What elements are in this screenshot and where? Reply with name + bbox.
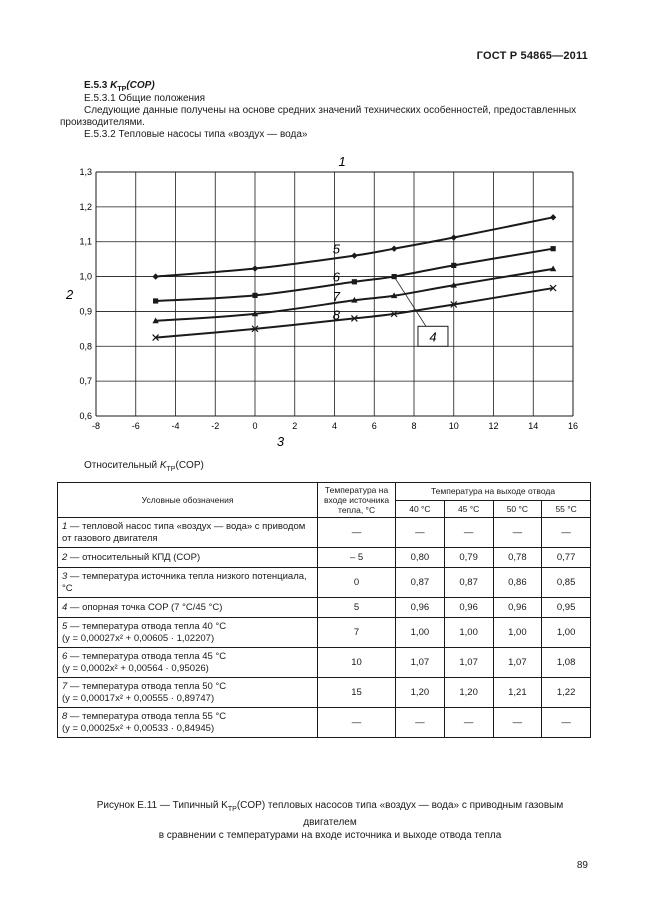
row-value: 0,96 <box>444 598 493 618</box>
y-tick-label: 0,8 <box>79 341 92 352</box>
row-value: 0,78 <box>493 548 542 568</box>
row-source-temp: 15 <box>318 678 396 708</box>
chart-label-2: 2 <box>66 287 74 302</box>
row-value: 1,00 <box>542 618 591 648</box>
x-tick-label: -6 <box>131 421 140 431</box>
x-tick-label: -2 <box>211 421 220 431</box>
data-point <box>451 263 456 268</box>
paragraph-data-source-cont: производителями. <box>60 117 145 128</box>
x-tick-label: 16 <box>567 421 579 431</box>
annotation-arrow <box>394 277 426 327</box>
row-value: 1,07 <box>493 648 542 678</box>
table-row <box>58 678 591 708</box>
data-point <box>451 234 457 240</box>
row-value: 0,95 <box>542 598 591 618</box>
x-tick-label: 14 <box>528 421 539 431</box>
k-symbol: $K_{ТР}(COP)$ <box>110 80 155 93</box>
x-tick-label: 4 <box>331 421 338 431</box>
row-source-temp: 7 <box>318 618 396 648</box>
x-tick-label: 8 <box>411 421 417 431</box>
subsection-general: Е.5.3.1 Общие положения <box>84 93 206 104</box>
row-value: — <box>444 708 493 738</box>
paragraph-data-source: Следующие данные получены на основе средних значений технических особенностей, предоставленных <box>84 105 577 116</box>
header-outlet-temp: Температура на выходе отвода <box>396 483 591 501</box>
x-tick-label: 0 <box>252 421 258 431</box>
x-tick-label: -8 <box>91 421 101 431</box>
section-number: Е.5.3 <box>84 80 108 91</box>
row-value: — <box>493 708 542 738</box>
row-description: 8 — температура отвода тепла 55 °C (y = 0,00025x² + 0,00533 · 0,84945) <box>58 708 318 738</box>
y-tick-label: 0,6 <box>79 411 92 421</box>
row-value: — <box>444 518 493 548</box>
data-point <box>391 245 397 251</box>
row-description: 3 — температура источника тепла низкого потенциала, °C <box>58 568 318 598</box>
chart-series <box>152 214 556 340</box>
data-point <box>551 246 556 251</box>
row-value: 1,21 <box>493 678 542 708</box>
data-point <box>153 298 158 303</box>
header-temp-50: 50 °C <box>493 500 542 518</box>
row-description: 2 — относительный КПД (COP) <box>58 548 318 568</box>
data-point <box>550 214 556 220</box>
row-source-temp: 5 <box>318 598 396 618</box>
header-legend: Условные обозначения <box>58 483 318 518</box>
legend-table <box>57 482 591 738</box>
y-tick-label: 1,3 <box>79 167 92 177</box>
x-tick-label: 2 <box>292 421 298 431</box>
header-temp-55: 55 °C <box>542 500 591 518</box>
row-source-temp: 10 <box>318 648 396 678</box>
x-tick-label: 6 <box>371 421 377 431</box>
series-label-7: 7 <box>332 289 340 305</box>
table-row <box>58 708 591 738</box>
x-tick-label: -4 <box>171 421 180 431</box>
header-source-temp: Температура на входе источника тепла, °C <box>318 483 396 518</box>
row-description: 5 — температура отвода тепла 40 °C (y = 0,00027x² + 0,00605 · 1,02207) <box>58 618 318 648</box>
row-value: 1,20 <box>396 678 445 708</box>
row-description: 1 — тепловой насос типа «воздух — вода» с приводом от газового двигателя <box>58 518 318 548</box>
y-tick-label: 1,0 <box>79 271 92 282</box>
row-value: 0,79 <box>444 548 493 568</box>
chart-label-1: 1 <box>338 154 346 169</box>
row-source-temp: 0 <box>318 568 396 598</box>
row-description: 7 — температура отвода тепла 50 °C (y = 0,00017x² + 0,00555 · 0,89747) <box>58 678 318 708</box>
section-heading <box>84 80 155 93</box>
y-tick-label: 1,2 <box>79 201 92 212</box>
row-value: 1,07 <box>396 648 445 678</box>
row-value: — <box>542 518 591 548</box>
row-value: — <box>396 518 445 548</box>
series-label-8: 8 <box>332 307 340 323</box>
x-tick-label: 12 <box>488 421 499 431</box>
x-tick-label: 10 <box>448 421 459 431</box>
series-label-6: 6 <box>332 269 340 285</box>
row-source-temp: — <box>318 708 396 738</box>
data-point <box>351 252 357 258</box>
table-row <box>58 518 591 548</box>
row-value: 1,22 <box>542 678 591 708</box>
cop-chart <box>0 150 646 450</box>
y-tick-label: 1,1 <box>79 236 92 247</box>
data-point <box>152 273 158 279</box>
row-value: 0,85 <box>542 568 591 598</box>
table-row <box>58 648 591 678</box>
table-row <box>58 548 591 568</box>
row-value: 0,96 <box>396 598 445 618</box>
y-tick-label: 0,7 <box>79 376 92 387</box>
table-caption: Относительный $K_{ТР}(COP)$ <box>84 460 204 473</box>
header-temp-40: 40 °C <box>396 500 445 518</box>
table-header-row <box>58 483 591 501</box>
row-value: 0,87 <box>396 568 445 598</box>
row-description: 6 — температура отвода тепла 45 °C (y = 0,0002x² + 0,00564 · 0,95026) <box>58 648 318 678</box>
row-value: 1,00 <box>396 618 445 648</box>
row-value: — <box>493 518 542 548</box>
row-value: 1,00 <box>493 618 542 648</box>
standard-number: ГОСТ Р 54865—2011 <box>476 50 588 62</box>
row-value: — <box>542 708 591 738</box>
row-value: 1,20 <box>444 678 493 708</box>
row-value: 1,07 <box>444 648 493 678</box>
row-value: 0,87 <box>444 568 493 598</box>
table-row <box>58 618 591 648</box>
header-temp-45: 45 °C <box>444 500 493 518</box>
row-value: — <box>396 708 445 738</box>
row-source-temp: – 5 <box>318 548 396 568</box>
page-number: 89 <box>576 860 588 871</box>
figure-caption: Рисунок Е.11 — Типичный $K_{ТР}(COP)$ тепловых насосов типа «воздух — вода» с приводным газовым двигателем в сравнении с температурами на входе источника и выходе отвода тепла <box>96 800 564 841</box>
data-point <box>252 293 257 298</box>
table-row <box>58 598 591 618</box>
row-value: 0,86 <box>493 568 542 598</box>
row-value: 1,00 <box>444 618 493 648</box>
data-point <box>352 279 357 284</box>
y-tick-label: 0,9 <box>79 306 92 317</box>
row-source-temp: — <box>318 518 396 548</box>
chart-label-3: 3 <box>276 434 285 449</box>
subsection-air-water: Е.5.3.2 Тепловые насосы типа «воздух — вода» <box>84 129 308 140</box>
annotation-label: 4 <box>429 329 437 345</box>
table-row <box>58 568 591 598</box>
row-value: 0,77 <box>542 548 591 568</box>
row-value: 1,08 <box>542 648 591 678</box>
series-label-5: 5 <box>332 241 340 257</box>
row-value: 0,80 <box>396 548 445 568</box>
row-value: 0,96 <box>493 598 542 618</box>
row-description: 4 — опорная точка COP (7 °C/45 °C) <box>58 598 318 618</box>
data-point <box>252 265 258 271</box>
